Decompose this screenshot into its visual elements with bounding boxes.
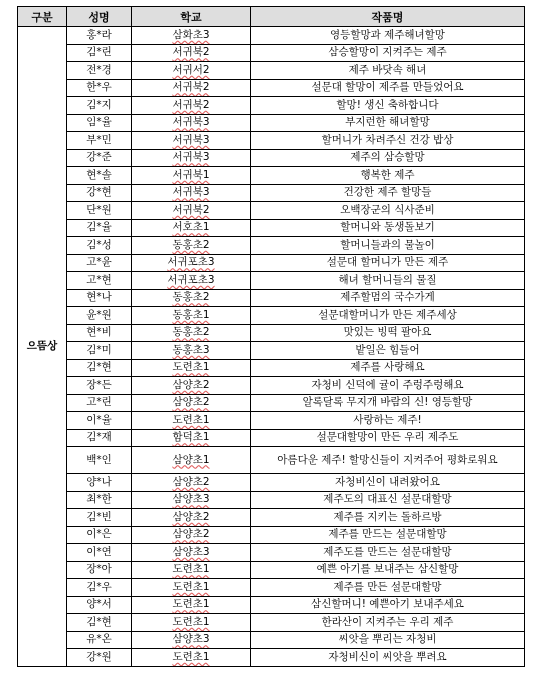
title-cell: 한라산이 지켜주는 우리 제주 (251, 614, 525, 632)
school-cell: 동홍초2 (132, 289, 251, 307)
school-cell: 삼양초2 (132, 474, 251, 492)
school-cell: 동홍초2 (132, 237, 251, 255)
table-row (18, 324, 525, 342)
school-cell: 삼양초3 (132, 544, 251, 562)
title-cell: 자청비 신덕에 귤이 주렁주렁해요 (251, 377, 525, 395)
name-cell: 백*인 (67, 447, 132, 474)
school-cell: 삼양초2 (132, 394, 251, 412)
name-cell: 장*아 (67, 561, 132, 579)
table-row (18, 579, 525, 597)
title-cell: 영등할망과 제주해녀할망 (251, 27, 525, 45)
title-cell: 제주를 만드는 설문대할망 (251, 526, 525, 544)
table-row (18, 289, 525, 307)
table-row (18, 359, 525, 377)
school-cell: 서귀북2 (132, 44, 251, 62)
school-cell: 삼양초2 (132, 509, 251, 527)
header-school: 학교 (132, 7, 251, 27)
table-row (18, 429, 525, 447)
title-cell: 해녀 할머니들의 물질 (251, 272, 525, 290)
title-cell: 설문대 할망이 제주를 만들었어요 (251, 79, 525, 97)
title-cell: 맛있는 빙떡 팔아요 (251, 324, 525, 342)
table-row (18, 342, 525, 360)
name-cell: 김*성 (67, 237, 132, 255)
name-cell: 김*빈 (67, 509, 132, 527)
table-row (18, 132, 525, 150)
title-cell: 오백장군의 식사준비 (251, 202, 525, 220)
title-cell: 할망! 생신 축하합니다 (251, 97, 525, 115)
table-row (18, 561, 525, 579)
title-cell: 제주를 만든 설문대할망 (251, 579, 525, 597)
title-cell: 할머니와 동생돌보기 (251, 219, 525, 237)
title-cell: 부지런한 해녀할망 (251, 114, 525, 132)
title-cell: 제주할멈의 국수가게 (251, 289, 525, 307)
name-cell: 강*원 (67, 649, 132, 667)
table-row (18, 79, 525, 97)
school-cell: 도련초1 (132, 359, 251, 377)
name-cell: 양*나 (67, 474, 132, 492)
name-cell: 이*율 (67, 412, 132, 430)
table-row (18, 44, 525, 62)
school-cell: 서귀서2 (132, 62, 251, 80)
table-row (18, 149, 525, 167)
title-cell: 설문대할망이 만든 우리 제주도 (251, 429, 525, 447)
name-cell: 홍*라 (67, 27, 132, 45)
table-row (18, 272, 525, 290)
header-title: 작품명 (251, 7, 525, 27)
table-row (18, 491, 525, 509)
title-cell: 건강한 제주 할망들 (251, 184, 525, 202)
school-cell: 도련초1 (132, 596, 251, 614)
school-cell: 도련초1 (132, 614, 251, 632)
title-cell: 밭일은 힘들어 (251, 342, 525, 360)
title-cell: 아름다운 제주! 할망신들이 지켜주어 평화로워요 (251, 447, 525, 474)
name-cell: 김*린 (67, 44, 132, 62)
school-cell: 도련초1 (132, 412, 251, 430)
table-row (18, 377, 525, 395)
school-cell: 서호초1 (132, 219, 251, 237)
name-cell: 현*솔 (67, 167, 132, 185)
table-row (18, 114, 525, 132)
name-cell: 강*현 (67, 184, 132, 202)
title-cell: 삼신할머니! 예쁜아기 보내주세요 (251, 596, 525, 614)
school-cell: 서귀북3 (132, 132, 251, 150)
name-cell: 김*현 (67, 614, 132, 632)
table-row (18, 509, 525, 527)
school-cell: 서귀포초3 (132, 254, 251, 272)
name-cell: 최*한 (67, 491, 132, 509)
name-cell: 고*윤 (67, 254, 132, 272)
school-cell: 도련초1 (132, 561, 251, 579)
table-row (18, 544, 525, 562)
title-cell: 알록달록 무지개 바람의 신! 영등할망 (251, 394, 525, 412)
title-cell: 제주 바닷속 해녀 (251, 62, 525, 80)
table-row (18, 596, 525, 614)
title-cell: 할머니들과의 물놀이 (251, 237, 525, 255)
school-cell: 삼양초2 (132, 377, 251, 395)
header-row (18, 7, 525, 27)
table-row (18, 62, 525, 80)
school-cell: 서귀북2 (132, 202, 251, 220)
name-cell: 강*준 (67, 149, 132, 167)
title-cell: 제주도를 만드는 설문대할망 (251, 544, 525, 562)
table-row (18, 184, 525, 202)
name-cell: 김*현 (67, 359, 132, 377)
school-cell: 서귀북3 (132, 114, 251, 132)
table-row (18, 526, 525, 544)
table-row (18, 307, 525, 325)
table-row (18, 631, 525, 649)
name-cell: 임*율 (67, 114, 132, 132)
school-cell: 서귀북1 (132, 167, 251, 185)
header-name: 성명 (67, 7, 132, 27)
school-cell: 서귀포초3 (132, 272, 251, 290)
school-cell: 서귀북3 (132, 184, 251, 202)
name-cell: 김*미 (67, 342, 132, 360)
title-cell: 사랑하는 제주! (251, 412, 525, 430)
table-row (18, 394, 525, 412)
school-cell: 삼양초1 (132, 447, 251, 474)
title-cell: 씨앗을 뿌리는 자청비 (251, 631, 525, 649)
title-cell: 행복한 제주 (251, 167, 525, 185)
title-cell: 제주도의 대표신 설문대할망 (251, 491, 525, 509)
title-cell: 삼승할망이 지켜주는 제주 (251, 44, 525, 62)
title-cell: 자청비신이 내려왔어요 (251, 474, 525, 492)
title-cell: 제주를 지키는 돌하르방 (251, 509, 525, 527)
name-cell: 현*나 (67, 289, 132, 307)
title-cell: 예쁜 아기를 보내주는 삼신할망 (251, 561, 525, 579)
name-cell: 양*서 (67, 596, 132, 614)
name-cell: 김*우 (67, 579, 132, 597)
name-cell: 고*현 (67, 272, 132, 290)
name-cell: 김*재 (67, 429, 132, 447)
school-cell: 함덕초1 (132, 429, 251, 447)
name-cell: 이*연 (67, 544, 132, 562)
table-row (18, 412, 525, 430)
school-cell: 삼화초3 (132, 27, 251, 45)
school-cell: 도련초1 (132, 579, 251, 597)
name-cell: 장*든 (67, 377, 132, 395)
table-row (18, 27, 525, 45)
school-cell: 동홍초3 (132, 342, 251, 360)
award-table (17, 6, 525, 667)
award-table-body (18, 27, 525, 667)
title-cell: 제주를 사랑해요 (251, 359, 525, 377)
name-cell: 이*은 (67, 526, 132, 544)
name-cell: 한*우 (67, 79, 132, 97)
school-cell: 삼양초3 (132, 631, 251, 649)
table-row (18, 474, 525, 492)
table-row (18, 447, 525, 474)
table-row (18, 237, 525, 255)
table-row (18, 202, 525, 220)
table-row (18, 167, 525, 185)
title-cell: 설문대 할머니가 만든 제주 (251, 254, 525, 272)
name-cell: 전*경 (67, 62, 132, 80)
table-row (18, 97, 525, 115)
school-cell: 서귀북2 (132, 97, 251, 115)
name-cell: 현*비 (67, 324, 132, 342)
name-cell: 부*민 (67, 132, 132, 150)
name-cell: 윤*원 (67, 307, 132, 325)
title-cell: 제주의 삼승할망 (251, 149, 525, 167)
title-cell: 자청비신이 씨앗을 뿌려요 (251, 649, 525, 667)
school-cell: 서귀북3 (132, 149, 251, 167)
table-row (18, 614, 525, 632)
title-cell: 할머니가 차려주신 건강 밥상 (251, 132, 525, 150)
name-cell: 유*온 (67, 631, 132, 649)
table-row (18, 254, 525, 272)
table-row (18, 649, 525, 667)
school-cell: 서귀북2 (132, 79, 251, 97)
table-row (18, 219, 525, 237)
school-cell: 삼양초3 (132, 491, 251, 509)
school-cell: 동홍초1 (132, 307, 251, 325)
header-category: 구분 (18, 7, 67, 27)
name-cell: 단*원 (67, 202, 132, 220)
category-cell: 으뜸상 (18, 27, 67, 667)
school-cell: 도련초1 (132, 649, 251, 667)
school-cell: 삼양초2 (132, 526, 251, 544)
school-cell: 동홍초2 (132, 324, 251, 342)
name-cell: 고*린 (67, 394, 132, 412)
name-cell: 김*지 (67, 97, 132, 115)
title-cell: 설문대할머니가 만든 제주세상 (251, 307, 525, 325)
name-cell: 김*율 (67, 219, 132, 237)
